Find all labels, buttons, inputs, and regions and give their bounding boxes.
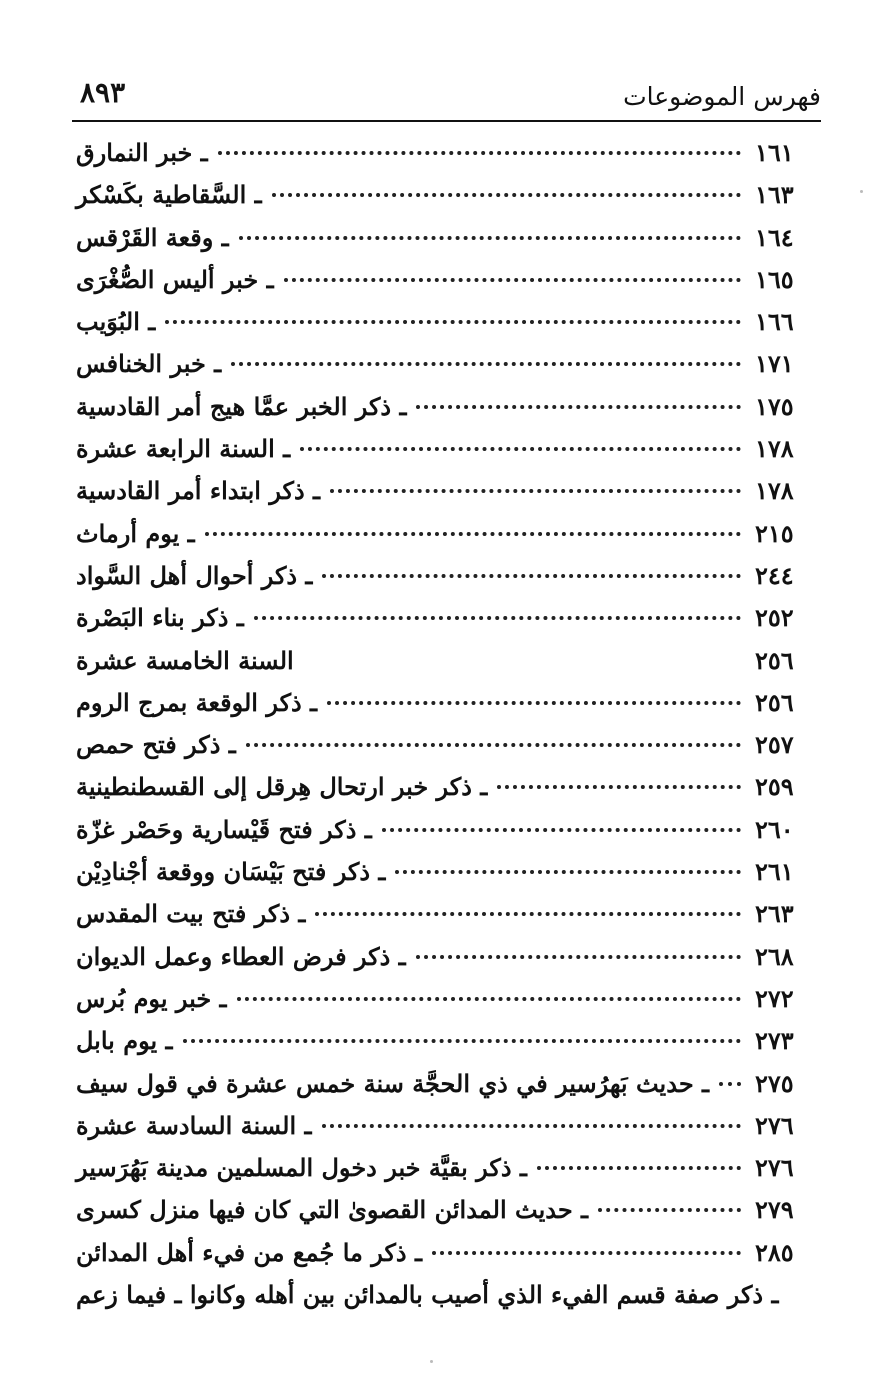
toc-entry-title: ـ خبر يوم بُرس (76, 983, 227, 1013)
toc-entry (72, 942, 821, 984)
toc-entry-title: ـ السنة الرابعة عشرة (76, 434, 291, 464)
dot-leader (497, 785, 741, 789)
toc-entry-title: ـ ذكر فتح حمص (76, 730, 236, 760)
dot-leader (272, 193, 741, 197)
toc-entry-title: ـ خبر النمارق (76, 138, 208, 167)
dot-leader (330, 489, 741, 493)
toc-entry-title: ـ يوم بابل (76, 1026, 173, 1056)
toc-entry-title: ـ ذكر فتح قَيْسارية وحَصْر غزّة (76, 814, 372, 844)
table-of-contents (72, 138, 821, 1322)
paper-speck (860, 190, 863, 193)
toc-entry-page: ٢٧٩ (755, 1195, 794, 1225)
dot-leader (416, 955, 741, 959)
dot-leader (165, 320, 741, 324)
toc-entry-title: ـ ذكر خبر ارتحال هِرقل إلى القسطنطينية (76, 772, 488, 802)
toc-entry-page: ٢٧٥ (755, 1068, 794, 1098)
toc-entry-title: ـ خبر أليس الصُّغْرَى (76, 264, 274, 294)
toc-entry-title: ـ ذكر الخبر عمَّا هيج أمر القادسية (76, 391, 407, 421)
toc-entry (72, 899, 821, 941)
dot-leader (322, 574, 741, 578)
toc-entry-title: ـ السَّقاطية بكَسْكر (76, 180, 262, 210)
toc-entry (72, 603, 821, 645)
toc-entry-page: ٢٥٧ (755, 730, 794, 760)
dot-leader (284, 278, 741, 282)
toc-entry-page: ٢٧٦ (755, 1153, 794, 1183)
toc-entry-title: ـ ذكر فتح بيت المقدس (76, 899, 306, 929)
toc-entry-title: ـ حديث بَهرُسير في ذي الحجَّة سنة خمس عشرة في قول سيف (76, 1068, 710, 1098)
toc-entry (72, 180, 821, 222)
toc-entry (72, 476, 821, 518)
toc-entry-title: ـ ذكر صفة قسم الفيء الذي أصيب بالمدائن بين أهله وكانوا ـ فيما زعم (76, 1280, 779, 1310)
toc-entry-page: ١٧٥ (755, 391, 794, 421)
toc-entry-title: ـ ذكر ما جُمع من فيء أهل المدائن (76, 1237, 422, 1267)
dot-leader (416, 405, 741, 409)
dot-leader (205, 532, 741, 536)
dot-leader (537, 1166, 741, 1170)
toc-entry-title: ـ السنة السادسة عشرة (76, 1110, 312, 1140)
toc-entry (72, 857, 821, 899)
toc-entry-title: ـ ذكر فتح بَيْسَان ووقعة أجْنادِيْن (76, 857, 386, 887)
page-number: ٨٩٣ (80, 76, 126, 109)
toc-entry (72, 1153, 821, 1195)
toc-entry-page: ١٧١ (755, 349, 794, 379)
toc-entry (72, 1280, 821, 1322)
toc-entry (72, 815, 821, 857)
toc-entry-title: ـ وقعة القَرْقس (76, 222, 229, 252)
toc-entry (72, 730, 821, 772)
toc-entry (72, 434, 821, 476)
dot-leader (327, 701, 741, 705)
toc-entry (72, 772, 821, 814)
toc-entry (72, 307, 821, 349)
toc-entry-page: ٢٨٥ (755, 1237, 794, 1267)
toc-entry-page: ١٦٥ (755, 264, 794, 294)
toc-entry-title: ـ ذكر بقيَّة خبر دخول المسلمين مدينة بَهُرَسير (76, 1153, 527, 1183)
dot-leader (300, 447, 741, 451)
dot-leader (254, 616, 741, 620)
dot-leader (237, 997, 741, 1001)
toc-entry-title: ـ حديث المدائن القصوىٰ التي كان فيها منزل كسرى (76, 1195, 589, 1225)
toc-entry-page: ٢٥٦ (755, 645, 794, 675)
dot-leader (382, 828, 741, 832)
toc-entry (72, 392, 821, 434)
toc-entry-title: ـ ذكر أحوال أهل السَّواد (76, 560, 313, 590)
dot-leader (315, 912, 741, 916)
toc-entry-page: ٢٧٢ (755, 983, 794, 1013)
toc-entry-page: ٢١٥ (755, 518, 794, 548)
toc-entry-page: ١٦٦ (755, 307, 794, 337)
toc-entry (72, 265, 821, 307)
toc-entry-title: ـ البُوَيب (76, 307, 156, 337)
toc-entry (72, 223, 821, 265)
toc-entry-title: ـ ذكر ابتداء أمر القادسية (76, 476, 321, 506)
toc-entry-page: ٢٥٩ (755, 772, 794, 802)
paper-speck (430, 1360, 433, 1363)
toc-entry-title: ـ خبر الخنافس (76, 349, 222, 379)
toc-entry (72, 138, 821, 180)
toc-entry (72, 561, 821, 603)
dot-leader (218, 151, 741, 155)
toc-entry-page: ٢٦١ (755, 857, 794, 887)
toc-entry-page: ٢٤٤ (755, 560, 794, 590)
dot-leader (598, 1208, 741, 1212)
toc-entry-page: ٢٥٦ (755, 687, 794, 717)
toc-entry-page: ٢٧٦ (755, 1110, 794, 1140)
toc-entry-page: ١٦١ (755, 138, 794, 167)
toc-entry-page: ٢٦٨ (755, 941, 794, 971)
toc-entry (72, 984, 821, 1026)
toc-entry (72, 1111, 821, 1153)
page-header (72, 70, 821, 122)
dot-leader (246, 743, 741, 747)
toc-entry (72, 646, 821, 688)
toc-entry-page: ١٦٣ (755, 180, 794, 210)
toc-entry-title: ـ ذكر الوقعة بمرج الروم (76, 687, 318, 717)
dot-leader (432, 1251, 741, 1255)
toc-entry-page: ١٧٨ (755, 476, 794, 506)
toc-entry-title: السنة الخامسة عشرة (76, 645, 294, 675)
toc-entry-page: ١٧٨ (755, 434, 794, 464)
dot-leader (719, 1082, 741, 1086)
toc-entry (72, 1195, 821, 1237)
toc-entry-page: ٢٦٣ (755, 899, 794, 929)
toc-entry (72, 519, 821, 561)
toc-entry (72, 688, 821, 730)
toc-entry (72, 1026, 821, 1068)
toc-entry-title: ـ ذكر فرض العطاء وعمل الديوان (76, 941, 406, 971)
toc-entry-title: ـ ذكر بناء البَصْرة (76, 603, 244, 633)
toc-entry-page: ١٦٤ (755, 222, 794, 252)
toc-entry (72, 349, 821, 391)
toc-entry-page: ٢٧٣ (755, 1026, 794, 1056)
dot-leader (322, 1124, 741, 1128)
running-title: فهرس الموضوعات (623, 82, 821, 111)
dot-leader (183, 1039, 741, 1043)
dot-leader (395, 870, 741, 874)
toc-entry (72, 1238, 821, 1280)
dot-leader (231, 362, 741, 366)
toc-entry (72, 1069, 821, 1111)
toc-entry-title: ـ يوم أرماث (76, 518, 195, 548)
toc-entry-page: ٢٥٢ (755, 603, 794, 633)
dot-leader (239, 236, 741, 240)
toc-entry-page: ٢٦٠ (755, 814, 794, 844)
